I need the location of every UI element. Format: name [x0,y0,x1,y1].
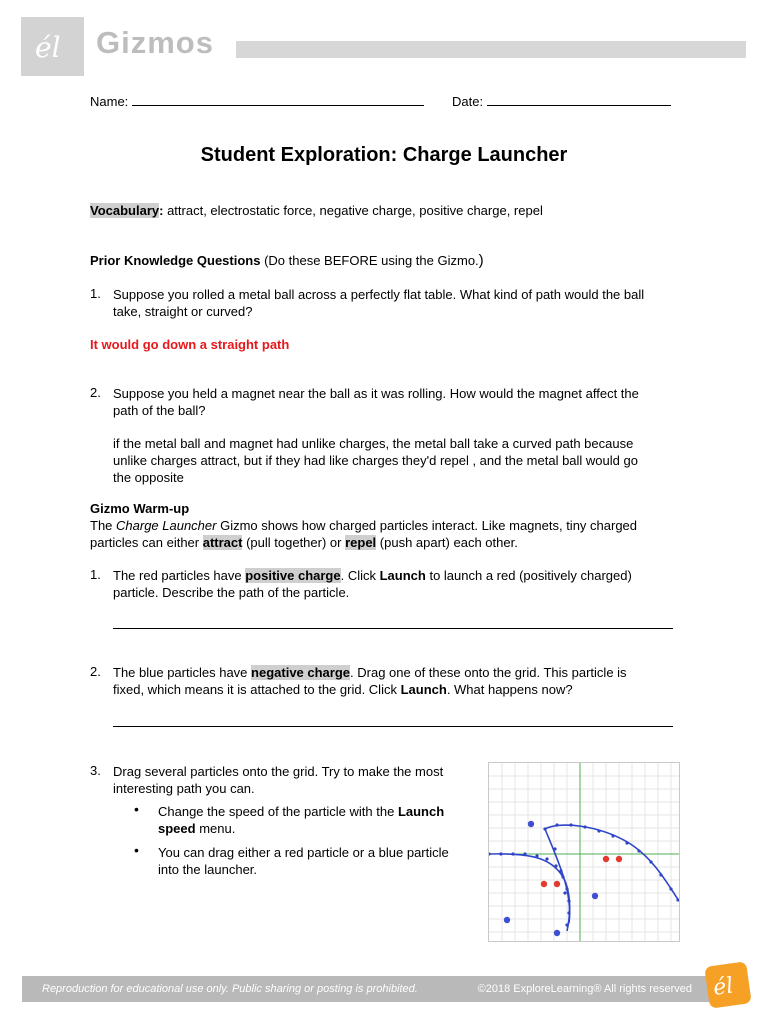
warmup-q1-a: The red particles have [113,568,246,583]
launch-term: Launch [397,804,445,819]
explorelearning-logo [21,17,84,76]
warmup-q2-number: 2. [90,664,101,679]
warmup-q1-answer-line[interactable] [113,628,673,629]
warmup-q3-line1: Drag several particles onto the grid. Try to make the most [113,764,444,779]
bullet-1-a: Change the speed of the particle with the [158,804,398,819]
warmup-q2-text [113,664,688,698]
bullet-icon: • [134,842,139,858]
warmup-heading [90,500,680,517]
speed-term: speed [158,821,196,836]
prior-q2-answer-line3: the opposite [113,470,184,485]
warmup-intro-d: (pull together) or [242,535,346,550]
vocabulary-label: Vocabulary [90,203,160,218]
positive-particle[interactable] [603,856,609,862]
header-bar [236,41,746,58]
warmup-q2-line2 [113,681,688,698]
charge-launcher-figure [488,762,680,942]
prior-q1-line1: Suppose you rolled a metal ball across a perfectly flat table. What kind of path would the ball [113,287,645,302]
el-logo-icon [709,968,747,1002]
negative-particle[interactable] [554,930,560,936]
footer-disclaimer: Reproduction for educational use only. Public sharing or posting is prohibited. [42,983,418,995]
negative-particle[interactable] [504,917,510,923]
warmup-intro-c: particles can either [90,535,203,550]
prior-q2-line1: Suppose you held a magnet near the ball as it was rolling. How would the magnet affect the [113,386,639,401]
launch-term: Launch [400,682,447,697]
prior-q1-text [113,286,688,320]
negative-particle[interactable] [528,821,534,827]
warmup-title: Gizmo Warm-up [90,501,190,516]
prior-knowledge-note: (Do these BEFORE using the Gizmo. [260,253,479,268]
negative-charge-term: negative charge [251,665,351,680]
bullet-1-text [158,803,468,837]
prior-knowledge-close: ) [478,252,484,269]
positive-particle[interactable] [616,856,622,862]
gizmos-brand: Gizmos [96,25,214,60]
name-field [90,93,424,109]
prior-q1-line2: take, straight or curved? [113,304,253,319]
positive-particle[interactable] [541,881,547,887]
launch-term: Launch [379,568,426,583]
prior-q1-answer[interactable]: It would go down a straight path [90,337,290,352]
name-label: Name: [90,94,129,109]
warmup-q1-line2: particle. Describe the path of the particle. [113,585,350,600]
particle-path-2 [545,825,679,923]
name-line[interactable] [132,93,424,106]
date-field [452,93,671,109]
negative-particle[interactable] [592,893,598,899]
bullet-1-line2 [158,820,468,837]
prior-q2-answer-line2: unlike charges attract, but if they had like charges they'd repel , and the metal ball would go [113,453,638,468]
vocabulary-terms: attract, electrostatic force, negative charge, positive charge, repel [163,203,543,218]
prior-q2-number: 2. [90,385,101,400]
warmup-intro-gizmo-name: Charge Launcher [116,518,217,533]
warmup-intro [90,517,680,551]
date-label: Date: [452,94,484,109]
prior-q2-text [113,385,688,419]
warmup-q1-text [113,567,688,601]
prior-knowledge-title: Prior Knowledge Questions [90,253,261,268]
svg-text:él: él [34,30,61,64]
bullet-2-line2: into the launcher. [158,862,258,877]
positive-particles [541,856,622,887]
prior-q1-number: 1. [90,286,101,301]
warmup-q1-number: 1. [90,567,101,582]
grid-lines [489,763,679,941]
bullet-1-line1 [158,803,468,820]
warmup-q3-number: 3. [90,763,101,778]
date-line[interactable] [487,93,671,106]
warmup-q3-text [113,763,483,797]
bullet-2-line1: You can drag either a red particle or a blue particle [158,845,449,860]
vocabulary-line [90,202,680,219]
warmup-intro-e: (push apart) each other. [376,535,518,550]
bullet-1-d: menu. [195,821,236,836]
prior-q2-answer[interactable] [113,435,688,486]
warmup-intro-b: Gizmo shows how charged particles interact. Like magnets, tiny charged [216,518,638,533]
prior-q2-line2: path of the ball? [113,403,206,418]
warmup-q2-b: . Drag one of these onto the grid. This particle is [350,665,627,680]
warmup-intro-line2 [90,534,680,551]
warmup-q1-c: to launch a red (positively charged) [425,568,632,583]
warmup-q2-line1 [113,664,688,681]
warmup-intro-a: The [90,518,117,533]
path-dots [489,823,679,926]
bullet-2-text [158,844,468,878]
page-title: Student Exploration: Charge Launcher [200,144,568,166]
warmup-q2-c: fixed, which means it is attached to the grid. Click [113,682,401,697]
prior-q2-answer-line1: if the metal ball and magnet had unlike charges, the metal ball take a curved path because [113,436,634,451]
warmup-q2-a: The blue particles have [113,665,252,680]
footer-bar [22,976,722,1002]
warmup-q2-d: . What happens now? [446,682,573,697]
vocabulary-colon: : [159,203,164,218]
warmup-q1-line1 [113,567,688,584]
footer-el-logo-icon [704,961,751,1008]
warmup-q3-line2: interesting path you can. [113,781,255,796]
positive-charge-term: positive charge [245,568,341,583]
charge-launcher-grid [489,763,679,941]
warmup-intro-line1 [90,517,680,534]
positive-particle[interactable] [554,881,560,887]
el-logo-icon [31,27,75,67]
footer-copyright: ©2018 ExploreLearning® All rights reserved [477,983,692,995]
warmup-q1-b: . Click [340,568,380,583]
repel-term: repel [345,535,377,550]
prior-knowledge-heading [90,252,680,269]
warmup-q2-answer-line[interactable] [113,726,673,727]
attract-term: attract [202,535,243,550]
svg-text:él: él [711,973,735,1001]
bullet-icon: • [134,801,139,817]
